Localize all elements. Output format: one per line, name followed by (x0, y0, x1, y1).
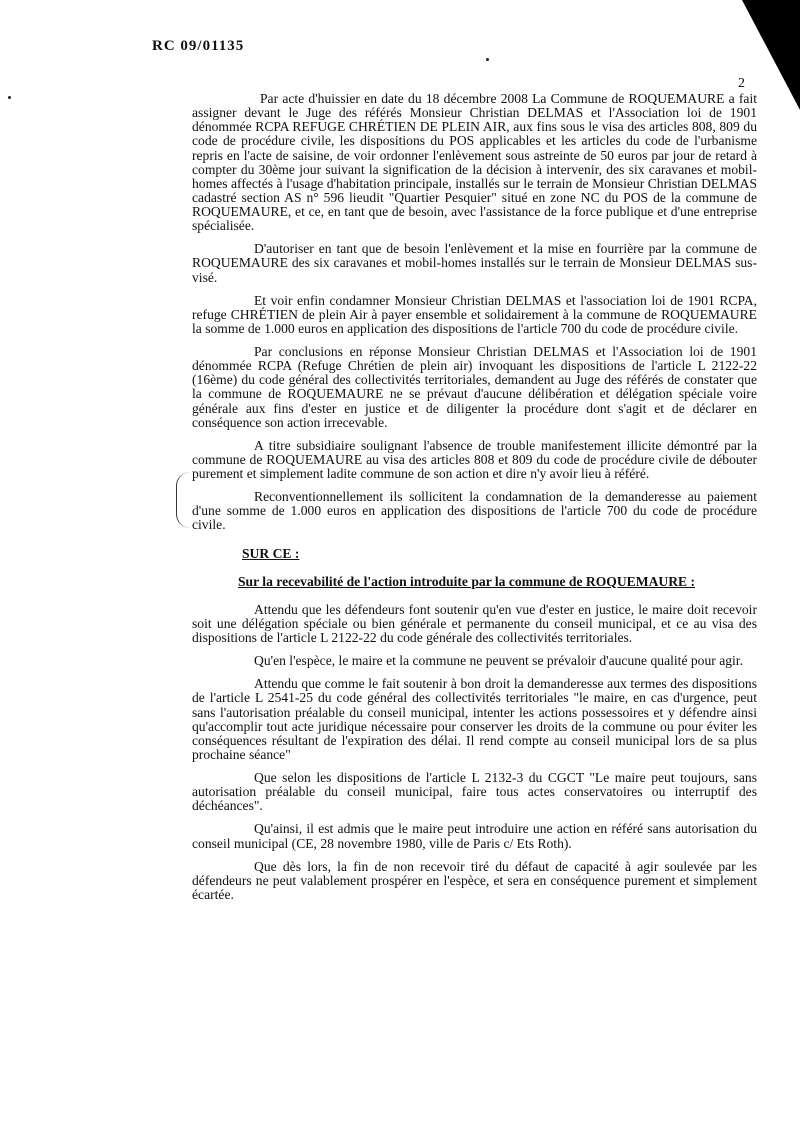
scan-speck (8, 96, 11, 99)
paragraph: Qu'ainsi, il est admis que le maire peut introduire une action en référé sans autorisation du conseil municipal (CE, 28 novembre 1980, ville de Paris c/ Ets Roth). (192, 821, 757, 851)
paragraph: Que selon les dispositions de l'article L 2132-3 du CGCT "Le maire peut toujours, sans autorisation préalable du conseil municipal, faire tous actes conservatoires ou interruptif des déchéances". (192, 770, 757, 814)
scan-speck (486, 58, 489, 61)
paragraph: Attendu que les défendeurs font soutenir qu'en vue d'ester en justice, le maire doit recevoir soit une délégation spéciale ou bien générale et permanente du conseil municipal, et ce au visa des dispositions de l'article L 2122-22 du code générale des collectivités territoriales. (192, 601, 757, 645)
page-number: 2 (738, 76, 745, 91)
paragraph: Par conclusions en réponse Monsieur Christian DELMAS et l'Association loi de 1901 dénommée RCPA (Refuge Chrétien de plein air) invoquant les dispositions de l'article L 2122-22 (16ème) du code général des collectivités territoriales, demandent au Juge des référés de constater que la commune de ROQUEMAURE ne se prévaut d'aucune délibération et délégation spéciale voire générale aux fins d'ester en justice et de diligenter la procédure dont s'agit et de déclarer en conséquence son action irrecevable. (192, 344, 757, 430)
paragraph: Attendu que comme le fait soutenir à bon droit la demanderesse aux termes des dispositions de l'article L 2541-25 du code général des collectivités territoriales "le maire, en cas d'urgence, peut sans l'autorisation préalable du conseil municipal, intenter les actions possessoires et y défendre ainsi qu'accomplir tout acte juridique nécessaire pour conserver les droits de la commune ou pour éviter les conséquences résultant de l'expiration des délai. Il rend compte au conseil municipal lors de sa plus prochaine séance" (192, 676, 757, 762)
case-reference: RC 09/01135 (152, 38, 245, 54)
paragraph: Et voir enfin condamner Monsieur Christian DELMAS et l'association loi de 1901 RCPA, refuge CHRÉTIEN de plein Air à payer ensemble et solidairement à la commune de ROQUEMAURE la somme de 1.000 euros en application des dispositions de l'article 700 du code de procédure civile. (192, 292, 757, 336)
section-heading: SUR CE : (242, 545, 300, 561)
handwritten-bracket-mark (176, 472, 191, 528)
paragraph: A titre subsidiaire soulignant l'absence de trouble manifestement illicite démontré par la commune de ROQUEMAURE au visa des articles 808 et 809 du code de procédure civile de débouter purement et simplement ladite commune de son action et dire n'y avoir lieu à référé. (192, 437, 757, 481)
paragraph: Que dès lors, la fin de non recevoir tiré du défaut de capacité à agir soulevée par les défendeurs ne peut valablement prospérer en l'espèce, et sera en conséquence purement et simplement écartée. (192, 858, 757, 902)
paragraph: Reconventionnellement ils sollicitent la condamnation de la demanderesse au paiement d'une somme de 1.000 euros en application des dispositions de l'article 700 du code de procédure civile. (192, 489, 757, 533)
paragraph: Par acte d'huissier en date du 18 décembre 2008 La Commune de ROQUEMAURE a fait assigner devant le Juge des référés Monsieur Christian DELMAS et l'Association loi de 1901 dénommée RCPA REFUGE CHRÉTIEN DE PLEIN AIR, aux fins sous le visa des articles 808, 809 du code de procédure civile, les dispositions du POS applicables et les articles du code de l'urbanisme repris en l'acte de saisine, de voir ordonner l'enlèvement sous astreinte de 50 euros par jour de retard à compter du 30ème jour suivant la signification de la décision à intervenir, des six caravanes et mobil-homes affectés à l'usage d'habitation principale, installés sur le terrain de Monsieur Christian DELMAS cadastré section AS n° 596 lieudit "Quartier Pesquier" situé en zone NC du POS de la commune de ROQUEMAURE, et ce, en tant que de besoin, avec l'assistance de la force publique et d'une entreprise spécialisée. (192, 91, 757, 234)
subsection-heading: Sur la recevabilité de l'action introduite par la commune de ROQUEMAURE : (238, 573, 696, 589)
document-body (192, 92, 757, 911)
paragraph: Qu'en l'espèce, le maire et la commune ne peuvent se prévaloir d'aucune qualité pour agir. (254, 653, 743, 669)
paragraph: D'autoriser en tant que de besoin l'enlèvement et la mise en fourrière par la commune de ROQUEMAURE des six caravanes et mobil-homes installés sur le terrain de Monsieur DELMAS sus-visé. (192, 241, 757, 285)
